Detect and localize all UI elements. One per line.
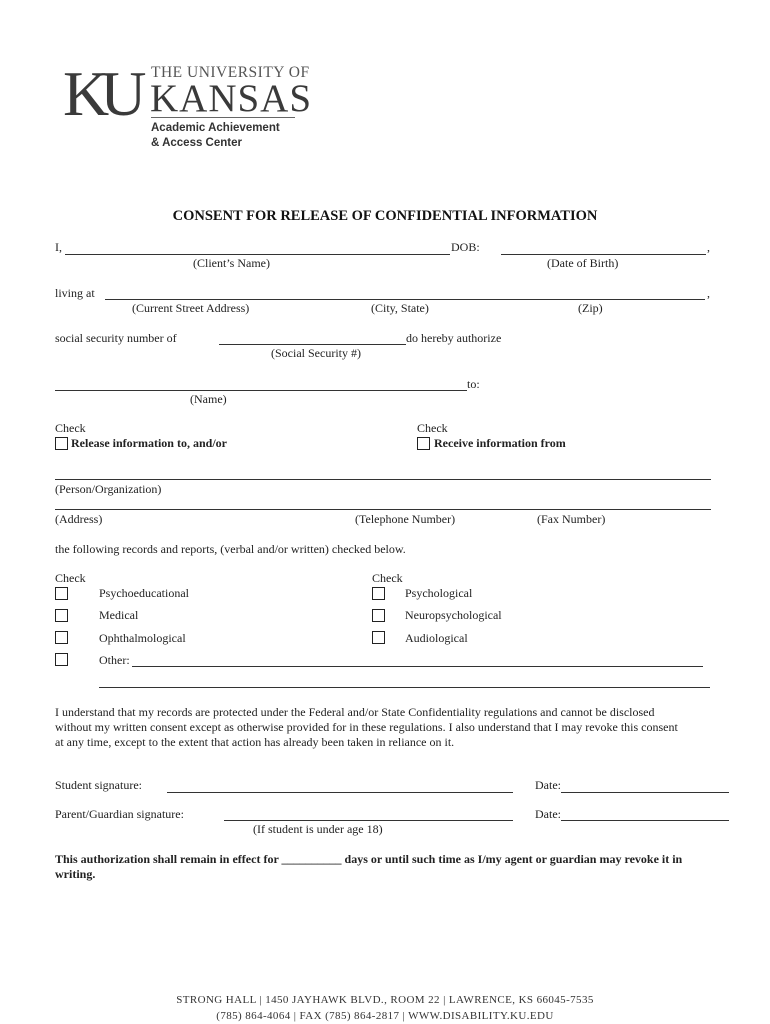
other-label: Other:: [99, 653, 130, 667]
psychological-label: Psychological: [405, 586, 473, 600]
ku-logo-mark: KU: [63, 58, 138, 129]
organization-field[interactable]: [55, 479, 711, 480]
fax-caption: (Fax Number): [537, 512, 606, 526]
records-intro: the following records and reports, (verbal and/or written) checked below.: [55, 542, 406, 556]
psychoeducational-label: Psychoeducational: [99, 586, 189, 600]
dob-field[interactable]: [501, 254, 706, 255]
statement-line-2: without my written consent except as otherwise provided for in these regulations. I also understand that I may revoke this consent: [55, 720, 678, 734]
dept-line-2: & Access Center: [151, 137, 242, 149]
ssn-suffix: do hereby authorize: [406, 331, 502, 345]
authorized-caption: (Name): [190, 392, 227, 406]
logo-university-text: THE UNIVERSITY OF: [151, 64, 310, 81]
receive-label: Receive information from: [434, 436, 566, 450]
authorized-suffix: to:: [467, 377, 480, 391]
footer-address: STRONG HALL | 1450 JAYHAWK BLVD., ROOM 22 | LAWRENCE, KS 66045-7535: [176, 994, 594, 1006]
address-caption: (Address): [55, 512, 103, 526]
student-date-label: Date:: [535, 778, 561, 792]
address-prefix: living at: [55, 286, 95, 300]
parent-signature-field[interactable]: [224, 820, 513, 821]
street-caption: (Current Street Address): [132, 301, 250, 315]
address-comma: ,: [707, 286, 710, 300]
student-signature-field[interactable]: [167, 792, 513, 793]
client-name-caption: (Client’s Name): [193, 256, 270, 270]
statement-line-3: at any time, except to the extent that action has already been taken in reliance on it.: [55, 735, 455, 749]
records-check-left: Check: [55, 571, 86, 585]
dob-comma: ,: [707, 240, 710, 254]
parent-caption: (If student is under age 18): [253, 822, 383, 836]
address-field[interactable]: [105, 299, 705, 300]
audiological-checkbox[interactable]: [372, 631, 385, 644]
neuropsychological-label: Neuropsychological: [405, 608, 502, 622]
authorization-line-2: writing.: [55, 867, 96, 881]
form-title: CONSENT FOR RELEASE OF CONFIDENTIAL INFORMATION: [172, 208, 598, 224]
client-prefix: I,: [55, 240, 62, 254]
other-checkbox[interactable]: [55, 653, 68, 666]
phone-caption: (Telephone Number): [355, 512, 456, 526]
dob-caption: (Date of Birth): [547, 256, 619, 270]
parent-date-label: Date:: [535, 807, 561, 821]
student-date-field[interactable]: [561, 792, 729, 793]
psychological-checkbox[interactable]: [372, 587, 385, 600]
footer-contact: (785) 864-4064 | FAX (785) 864-2817 | WWW.DISABILITY.KU.EDU: [216, 1010, 554, 1022]
audiological-label: Audiological: [405, 631, 468, 645]
dept-line-1: Academic Achievement: [151, 122, 280, 134]
statement-line-1: I understand that my records are protected under the Federal and/or State Confidentiality regulations and cannot be disclosed: [55, 705, 655, 719]
party-contact-field[interactable]: [55, 509, 711, 510]
ssn-field[interactable]: [219, 344, 406, 345]
records-check-right: Check: [372, 571, 403, 585]
other-field-line-2[interactable]: [99, 687, 710, 688]
medical-checkbox[interactable]: [55, 609, 68, 622]
receive-checkbox[interactable]: [417, 437, 430, 450]
parent-signature-label: Parent/Guardian signature:: [55, 807, 184, 821]
authorization-line-1: This authorization shall remain in effect for __________ days or until such time as I/my agent or guardian may revoke it in: [55, 852, 683, 866]
parent-date-field[interactable]: [561, 820, 729, 821]
organization-caption: (Person/Organization): [55, 482, 162, 496]
city-caption: (City, State): [371, 301, 429, 315]
logo-divider: [151, 117, 295, 118]
medical-label: Medical: [99, 608, 139, 622]
check-label-left: Check: [55, 421, 86, 435]
logo-department: [151, 121, 280, 151]
ssn-prefix: social security number of: [55, 331, 177, 345]
ophthalmological-label: Ophthalmological: [99, 631, 186, 645]
authorized-name-field[interactable]: [55, 390, 467, 391]
ophthalmological-checkbox[interactable]: [55, 631, 68, 644]
zip-caption: (Zip): [578, 301, 603, 315]
student-signature-label: Student signature:: [55, 778, 142, 792]
check-label-right: Check: [417, 421, 448, 435]
ssn-caption: (Social Security #): [271, 346, 361, 360]
neuropsychological-checkbox[interactable]: [372, 609, 385, 622]
release-label: Release information to, and/or: [71, 436, 227, 450]
psychoeducational-checkbox[interactable]: [55, 587, 68, 600]
other-field[interactable]: [132, 666, 703, 667]
logo-kansas-text: KANSAS: [150, 77, 313, 120]
dob-label: DOB:: [451, 240, 480, 254]
client-name-field[interactable]: [65, 254, 450, 255]
release-checkbox[interactable]: [55, 437, 68, 450]
